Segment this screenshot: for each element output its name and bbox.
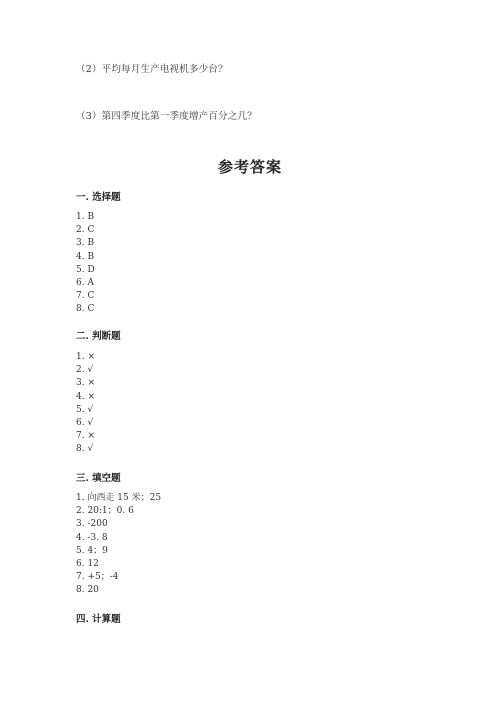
list-item: 3. -200 [76, 519, 108, 530]
list-item: 7. C [76, 291, 95, 302]
section-heading-choice: 一. 选择题 [76, 192, 121, 203]
answer-key-title: 参考答案 [217, 158, 282, 176]
list-item: 4. × [76, 391, 95, 402]
list-item: 8. √ [76, 444, 94, 455]
list-item: 1. × [76, 352, 95, 362]
list-item: 3. B [76, 238, 95, 249]
list-item: 3. × [76, 378, 95, 389]
list-item: 8. C [76, 304, 95, 315]
section-heading-calculation: 四. 计算题 [76, 614, 121, 625]
list-item: 5. 4；9 [76, 545, 108, 556]
list-item: 6. √ [76, 417, 94, 428]
list-item: 1. 向西走 15 米；25 [76, 493, 162, 503]
judgement-answer-list [76, 351, 95, 457]
list-item: 2. 20:1；0. 6 [76, 506, 134, 517]
choice-answer-list [76, 211, 95, 317]
list-item: 6. A [76, 277, 94, 288]
question-2: （2）平均每月生产电视机多少台？ [76, 64, 228, 75]
list-item: 4. B [76, 251, 95, 262]
list-item: 2. √ [76, 365, 94, 376]
question-3: （3）第四季度比第一季度增产百分之几？ [76, 111, 257, 122]
list-item: 7. × [76, 431, 95, 442]
fill-blank-answer-list [76, 492, 161, 598]
list-item: 5. √ [76, 404, 94, 415]
list-item: 6. 12 [76, 558, 99, 569]
list-item: 2. C [76, 225, 95, 236]
section-heading-judgement: 二. 判断题 [76, 331, 121, 342]
list-item: 1. B [76, 212, 95, 222]
section-heading-fill-blank: 三. 填空题 [76, 473, 121, 484]
list-item: 4. -3. 8 [76, 532, 108, 543]
list-item: 5. D [76, 264, 95, 275]
list-item: 8. 20 [76, 585, 99, 596]
list-item: 7. +5；-4 [76, 572, 119, 583]
